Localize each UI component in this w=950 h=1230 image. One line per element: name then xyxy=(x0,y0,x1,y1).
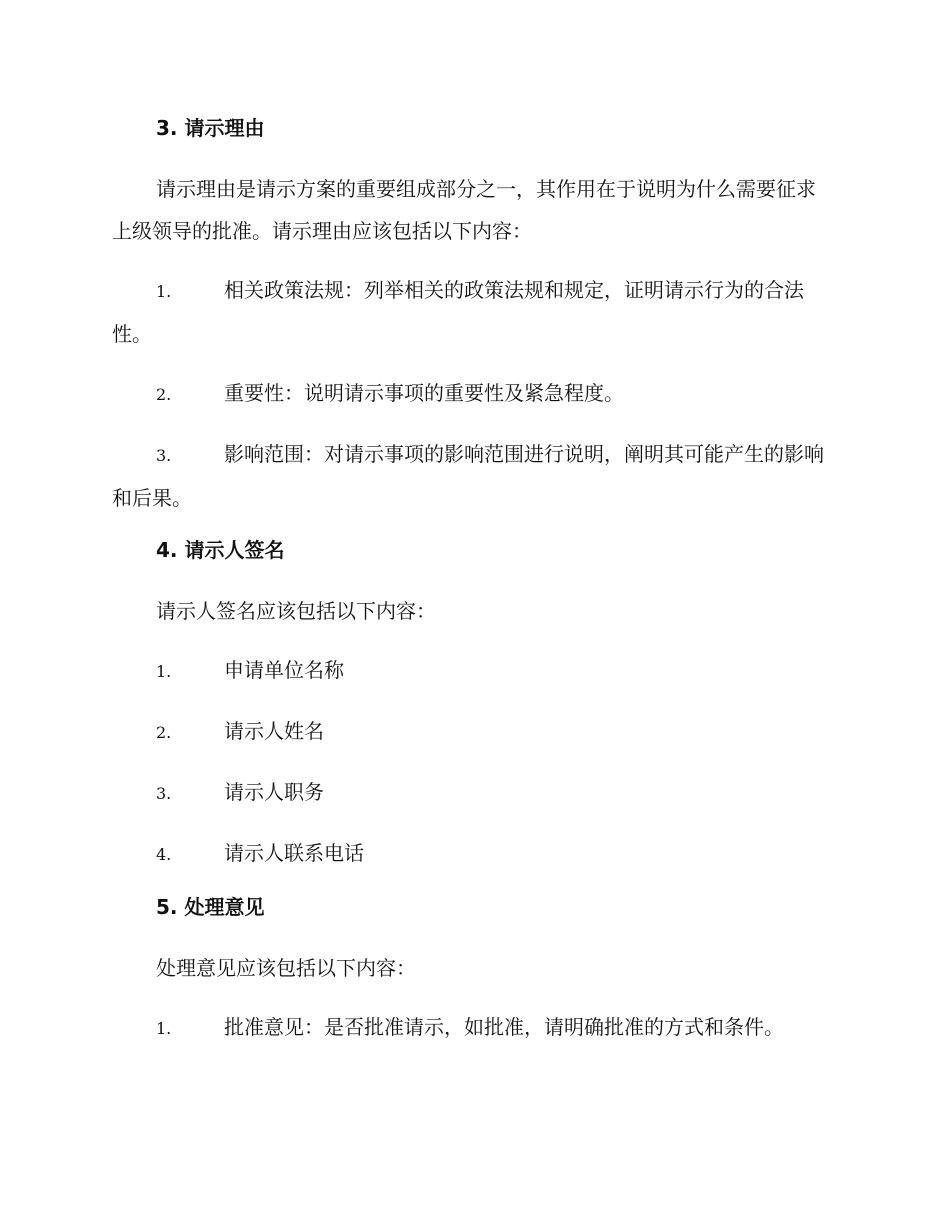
list-text: 请示人联系电话 xyxy=(224,841,364,865)
list-number: 1. xyxy=(156,282,172,301)
list-text: 批准意见：是否批准请示，如批准，请明确批准的方式和条件。 xyxy=(224,1015,784,1039)
section-heading-5: 5. 处理意见 xyxy=(156,895,265,919)
list-number: 3. xyxy=(156,446,172,465)
list-text: 影响范围：对请示事项的影响范围进行说明，阐明其可能产生的影响和后果。 xyxy=(112,442,824,510)
list-item xyxy=(112,710,832,754)
list-number: 2. xyxy=(156,723,172,742)
section-list-3 xyxy=(112,269,832,519)
list-number: 2. xyxy=(156,385,172,404)
list-text: 重要性：说明请示事项的重要性及紧急程度。 xyxy=(224,381,624,405)
list-item xyxy=(112,269,832,355)
list-number: 3. xyxy=(156,784,172,803)
list-text: 请示人职务 xyxy=(224,780,324,804)
list-item xyxy=(112,832,832,876)
section-list-5 xyxy=(112,1006,832,1050)
section-intro-5: 处理意见应该包括以下内容： xyxy=(156,956,416,980)
section-intro-4: 请示人签名应该包括以下内容： xyxy=(156,599,436,623)
list-text: 请示人姓名 xyxy=(224,719,324,743)
section-heading-4: 4. 请示人签名 xyxy=(156,538,285,562)
section-list-4 xyxy=(112,649,832,876)
list-item xyxy=(112,771,832,815)
section-intro-3: 请示理由是请示方案的重要组成部分之一，其作用在于说明为什么需要征求上级领导的批准。请示理由应该包括以下内容： xyxy=(112,177,816,243)
list-number: 1. xyxy=(156,662,172,681)
list-text: 相关政策法规：列举相关的政策法规和规定，证明请示行为的合法性。 xyxy=(112,278,804,346)
section-heading-3: 3. 请示理由 xyxy=(156,116,265,140)
list-item xyxy=(112,1006,832,1050)
list-number: 4. xyxy=(156,845,172,864)
list-item xyxy=(112,433,832,519)
list-item xyxy=(112,649,832,693)
list-item xyxy=(112,372,832,416)
list-text: 申请单位名称 xyxy=(224,658,344,682)
list-number: 1. xyxy=(156,1019,172,1038)
